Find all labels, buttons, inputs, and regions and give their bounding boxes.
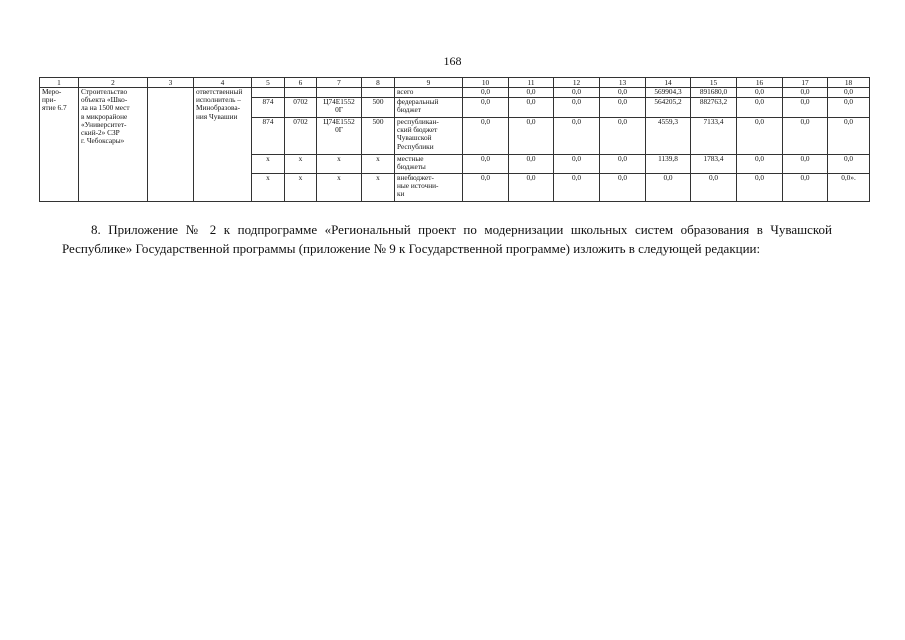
header-cell: 11 [509, 78, 554, 88]
csr-cell [317, 88, 362, 98]
csr-cell [317, 98, 362, 118]
budget-table [39, 77, 870, 202]
text-line: Ц74Е1552 [323, 97, 355, 106]
vr-cell [362, 88, 395, 98]
value-cell: 0,0 [828, 155, 870, 174]
grbs-cell [252, 88, 285, 98]
value-cell: 882763,2 [691, 98, 737, 118]
header-cell: 1 [40, 78, 79, 88]
text-line: при- [42, 95, 56, 105]
header-cell: 14 [646, 78, 691, 88]
grbs-cell: x [252, 155, 285, 174]
value-cell: 0,0 [600, 88, 646, 98]
text-line: ответственный [196, 87, 243, 96]
grbs-cell: 874 [252, 98, 285, 118]
value-cell: 0,0 [600, 98, 646, 118]
empty-cell [148, 88, 194, 202]
value-cell: 0,0 [737, 88, 783, 98]
text-line: бюджеты [397, 162, 426, 172]
value-cell: 569904,3 [646, 88, 691, 98]
vr-cell: x [362, 174, 395, 202]
text-line: «Университет- [81, 119, 127, 129]
value-cell: 564205,2 [646, 98, 691, 118]
text-line: исполнитель – [196, 95, 241, 105]
text-line: в микрорайоне [81, 111, 128, 121]
amendment-paragraph: 8. Приложение № 2 к подпрограмме «Региональный проект по модернизации школьных систем образования в Чувашской Республике» Государственной программы (приложение № 9 к Государственной программе) изложить в следующей редакции: [62, 222, 832, 256]
value-cell: 7133,4 [691, 118, 737, 155]
measure-name-cell [79, 88, 148, 202]
table-row [40, 88, 870, 98]
value-cell: 0,0 [509, 88, 554, 98]
value-cell: 0,0 [783, 155, 828, 174]
page-number: 168 [443, 54, 462, 68]
text-line: Республики [397, 141, 434, 151]
executor-cell [194, 88, 252, 202]
text-line: 0Г [335, 125, 343, 135]
text-line: федеральный [397, 97, 439, 106]
value-cell: 0,0 [554, 174, 600, 202]
value-cell: 0,0 [554, 98, 600, 118]
value-cell: 0,0 [828, 88, 870, 98]
header-cell: 5 [252, 78, 285, 88]
text-line: бюджет [397, 105, 421, 115]
source-cell [395, 174, 463, 202]
value-cell: 0,0 [600, 155, 646, 174]
value-cell: 0,0 [463, 118, 509, 155]
vr-cell: x [362, 155, 395, 174]
text-line: Меро- [42, 87, 62, 96]
text-line: Чувашской [397, 133, 432, 143]
source-cell [395, 118, 463, 155]
rz-cell [285, 88, 317, 98]
text-line: 0Г [335, 105, 343, 115]
value-cell: 0,0 [600, 174, 646, 202]
rz-cell: 0702 [285, 118, 317, 155]
value-cell: 891680,0 [691, 88, 737, 98]
value-cell: 0,0 [737, 174, 783, 202]
value-cell: 1783,4 [691, 155, 737, 174]
header-cell: 13 [600, 78, 646, 88]
source-cell [395, 98, 463, 118]
vr-cell: 500 [362, 118, 395, 155]
value-cell: 0,0 [783, 88, 828, 98]
value-cell: 0,0 [554, 118, 600, 155]
text-line: республикан- [397, 117, 439, 126]
value-cell: 0,0 [737, 155, 783, 174]
text-line: всего [397, 87, 414, 96]
header-cell: 8 [362, 78, 395, 88]
value-cell: 0,0». [828, 174, 870, 202]
value-cell: 0,0 [691, 174, 737, 202]
text-line: ки [397, 189, 405, 199]
csr-cell [317, 174, 362, 202]
grbs-cell: 874 [252, 118, 285, 155]
text-line: Минобразова- [196, 103, 241, 113]
measure-id-cell [40, 88, 79, 202]
rz-cell: x [285, 155, 317, 174]
text-line: x [337, 173, 341, 182]
value-cell: 0,0 [509, 155, 554, 174]
value-cell: 0,0 [783, 174, 828, 202]
value-cell: 0,0 [463, 98, 509, 118]
text-line: местные [397, 154, 424, 163]
header-cell: 9 [395, 78, 463, 88]
value-cell: 0,0 [463, 88, 509, 98]
value-cell: 0,0 [828, 118, 870, 155]
text-line: ла на 1500 мест [81, 103, 130, 113]
value-cell: 0,0 [509, 118, 554, 155]
csr-cell [317, 155, 362, 174]
text-line: ные источни- [397, 181, 439, 191]
header-cell: 2 [79, 78, 148, 88]
text-line: ния Чувашии [196, 111, 238, 121]
value-cell: 0,0 [646, 174, 691, 202]
text-line: Строительство [81, 87, 128, 96]
text-line: внебюджет- [397, 173, 434, 182]
value-cell: 0,0 [600, 118, 646, 155]
header-cell: 16 [737, 78, 783, 88]
text-line: ский бюджет [397, 125, 438, 135]
value-cell: 0,0 [463, 174, 509, 202]
header-cell: 12 [554, 78, 600, 88]
vr-cell: 500 [362, 98, 395, 118]
header-cell: 7 [317, 78, 362, 88]
text-line: ятие 6.7 [42, 103, 67, 113]
value-cell: 0,0 [737, 118, 783, 155]
header-cell: 10 [463, 78, 509, 88]
value-cell: 0,0 [828, 98, 870, 118]
header-cell: 6 [285, 78, 317, 88]
value-cell: 0,0 [509, 174, 554, 202]
value-cell: 0,0 [554, 88, 600, 98]
text-line: Ц74Е1552 [323, 117, 355, 126]
value-cell: 0,0 [554, 155, 600, 174]
value-cell: 4559,3 [646, 118, 691, 155]
rz-cell: x [285, 174, 317, 202]
value-cell: 1139,8 [646, 155, 691, 174]
value-cell: 0,0 [737, 98, 783, 118]
header-cell: 15 [691, 78, 737, 88]
text-line: г. Чебоксары» [81, 136, 125, 146]
table-header-row [40, 78, 870, 88]
text-line: ский-2» СЗР [81, 127, 120, 137]
rz-cell: 0702 [285, 98, 317, 118]
source-cell [395, 155, 463, 174]
header-cell: 18 [828, 78, 870, 88]
text-line: x [337, 154, 341, 163]
value-cell: 0,0 [463, 155, 509, 174]
csr-cell [317, 118, 362, 155]
header-cell: 17 [783, 78, 828, 88]
grbs-cell: x [252, 174, 285, 202]
header-cell: 4 [194, 78, 252, 88]
value-cell: 0,0 [783, 98, 828, 118]
value-cell: 0,0 [509, 98, 554, 118]
header-cell: 3 [148, 78, 194, 88]
text-line: объекта «Шко- [81, 95, 128, 105]
source-cell [395, 88, 463, 98]
value-cell: 0,0 [783, 118, 828, 155]
